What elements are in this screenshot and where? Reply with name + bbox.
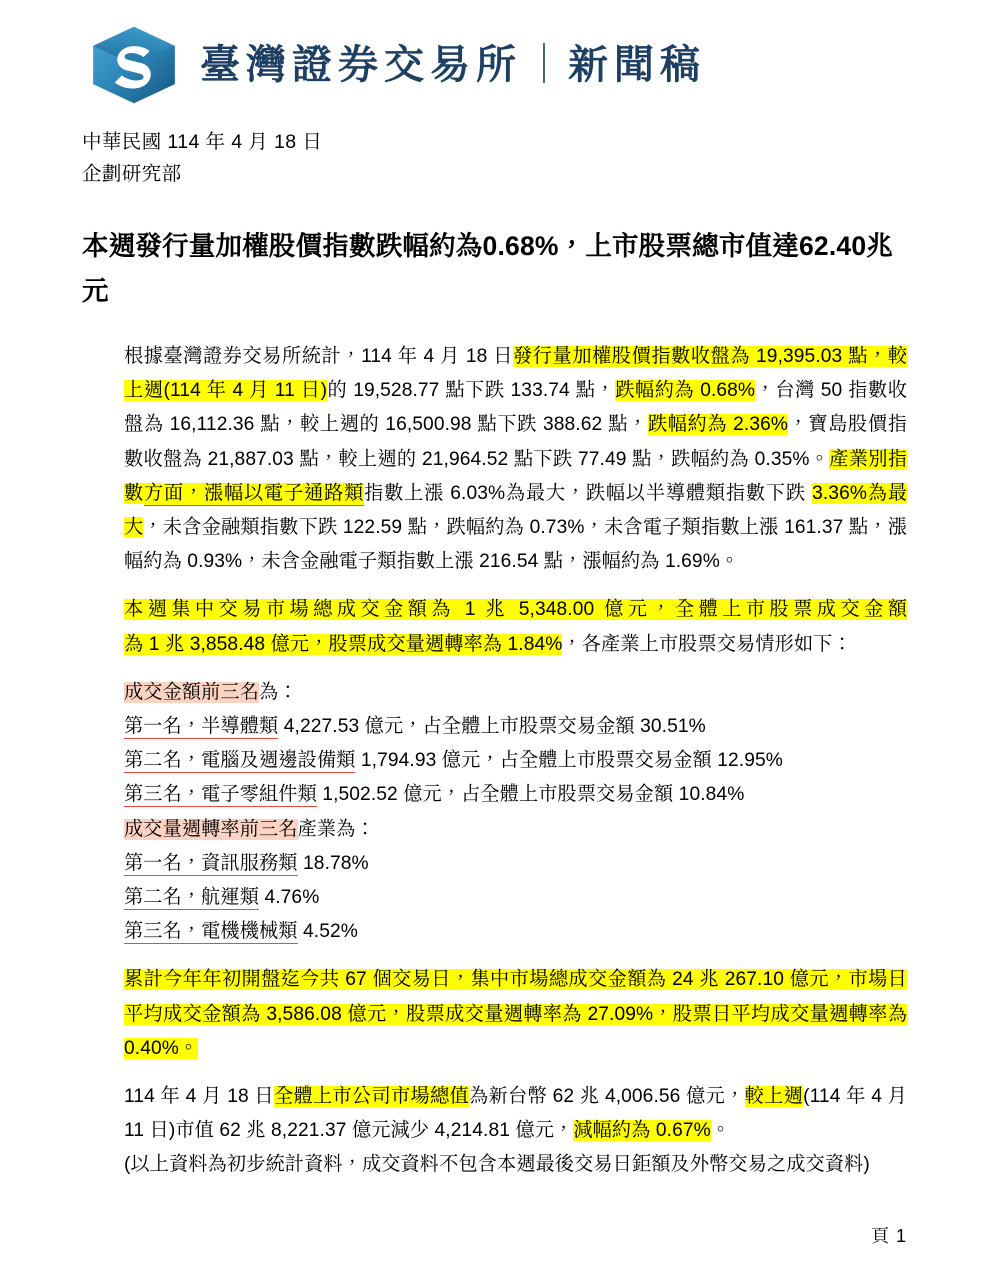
value-rank-1-label: 第一名，半導體類 bbox=[124, 716, 279, 738]
p1-lead: 根據臺灣證券交易所統計，114 年 4 月 18 日 bbox=[124, 346, 514, 367]
turnover-rank-1-label: 第一名，資訊服務類 bbox=[124, 852, 298, 874]
p1-sector-a: 產業別指數 bbox=[124, 448, 907, 504]
p2-g: 兆 bbox=[164, 633, 185, 655]
turnover-ranking-row-1 bbox=[82, 847, 907, 881]
p1-point-unit: 點， bbox=[848, 346, 888, 367]
p1-t50-drop-value: 2.36% bbox=[733, 414, 789, 436]
value-rank-1-amount: 4,227.53 億元，占全體上市股票交易金額 30.51% bbox=[278, 716, 706, 738]
value-rank-3-amount: 1,502.52 億元，占全體上市股票交易金額 10.84% bbox=[316, 784, 745, 806]
turnover-ranking-heading-rest: 產業為： bbox=[297, 818, 375, 840]
turnover-rank-2-amount: 4.76% bbox=[259, 887, 320, 909]
p4-g: 0.67% bbox=[655, 1120, 711, 1142]
document-type: 新聞稿 bbox=[568, 42, 706, 88]
p2-d: 5,348.00 bbox=[518, 599, 595, 621]
masthead bbox=[82, 0, 907, 96]
p2-a: 本週集中交易市場總成交金額為 bbox=[124, 599, 455, 621]
p1-drop-label: 跌幅約為 bbox=[615, 380, 695, 402]
twse-hexagon-logo-icon bbox=[90, 25, 178, 105]
p1-lastweek-rest: 的 19,528.77 點下跌 133.74 點， bbox=[327, 380, 616, 402]
turnover-rank-3-amount: 4.52% bbox=[297, 921, 358, 943]
paragraph-index-performance bbox=[82, 340, 907, 579]
p2-h: 3,858.48 bbox=[189, 633, 266, 655]
page-number: 頁 1 bbox=[870, 1226, 907, 1246]
p1-tail: ，未含金融類指數下跌 122.59 點，跌幅約為 0.73%，未含電子類指數上漲 161.37 點，漲幅約為 0.93%，未含金融電子類指數上漲 216.54 點，漲幅約為 1.69%。 bbox=[124, 517, 907, 573]
turnover-ranking-row-3 bbox=[82, 915, 907, 949]
turnover-rank-1-amount: 18.78% bbox=[297, 852, 369, 874]
p2-b: 1 bbox=[464, 599, 476, 621]
p2-j: 1.84% bbox=[507, 633, 563, 655]
footnote: (以上資料為初步統計資料，成交資料不包含本週最後交易日鉅額及外幣交易之成交資料) bbox=[124, 1154, 870, 1176]
p1-sector-c: 電子通路類 bbox=[264, 482, 365, 504]
value-ranking-heading bbox=[82, 676, 907, 710]
p1-drop-value: 0.68% bbox=[700, 380, 756, 402]
p4-e: (114 年 4 月 11 日)市值 62 兆 8,221.37 億元減少 4,214.81 億元， bbox=[124, 1086, 907, 1142]
masthead-separator: ｜ bbox=[524, 42, 566, 88]
p2-f: 1 bbox=[148, 633, 160, 655]
p4-d: 較上週 bbox=[744, 1086, 804, 1108]
p1-lastweek-label: 較上週(114 年 4 月 11 日) bbox=[124, 346, 908, 402]
value-ranking-row-3 bbox=[82, 778, 907, 812]
p4-h: 。 bbox=[710, 1120, 731, 1142]
value-ranking-heading-rest: 為： bbox=[259, 681, 298, 703]
document-meta bbox=[82, 126, 907, 190]
masthead-title bbox=[200, 42, 706, 88]
value-rank-2-label: 第二名，電腦及週邊設備類 bbox=[124, 750, 356, 772]
paragraph-weekly-turnover bbox=[82, 593, 907, 661]
p4-c: 為新台幣 62 兆 4,006.56 億元， bbox=[468, 1086, 745, 1108]
issuing-department: 企劃研究部 bbox=[82, 163, 182, 185]
value-rank-3-label: 第三名，電子零組件類 bbox=[124, 784, 317, 806]
document-body bbox=[82, 340, 907, 1182]
turnover-rank-3-label: 第三名，電機機械類 bbox=[124, 921, 298, 943]
p1-sector-e: 3.36%為最大 bbox=[124, 482, 908, 539]
value-ranking-heading-label: 成交金額前三名 bbox=[124, 681, 260, 703]
p3-b: 個交易日，集中市場總成交金額為 24 兆 267.10 億元，市場日平均成交金額為 3,586.08 億元，股票成交量週轉率為 27.09%，股票日平均成交量週轉率為 0.40%。 bbox=[124, 969, 907, 1059]
p1-sector-b: 方面，漲幅以 bbox=[144, 482, 265, 504]
p3-trading-days: 67 bbox=[345, 969, 367, 991]
p1-t50-drop-label: 跌幅約為 bbox=[647, 414, 728, 436]
p4-a: 114 年 4 月 18 日 bbox=[124, 1086, 274, 1108]
organization-name: 臺灣證券交易所 bbox=[200, 42, 522, 88]
value-ranking-row-1 bbox=[82, 710, 907, 744]
paragraph-ytd-statistics bbox=[82, 963, 907, 1066]
value-rank-2-amount: 1,794.93 億元，占全體上市股票交易金額 12.95% bbox=[355, 750, 783, 772]
p1-fm-index: ，寶島股價指數收盤為 21,887.03 點，較上週的 21,964.52 點下跌 77.49 點，跌幅約為 0.35%。 bbox=[124, 414, 907, 470]
paragraph-market-cap bbox=[82, 1080, 907, 1148]
p1-sector-d: 指數上漲 6.03%為最大，跌幅以半導體類指數下跌 bbox=[364, 482, 813, 504]
turnover-rank-2-label: 第二名，航運類 bbox=[124, 887, 260, 909]
turnover-ranking-heading-label: 成交量週轉率前三名 bbox=[124, 818, 298, 840]
p2-e: 億元，全體上市股票成交金額為 bbox=[124, 599, 908, 655]
issue-date: 中華民國 114 年 4 月 18 日 bbox=[82, 131, 323, 153]
p4-b: 全體上市公司市場總值 bbox=[273, 1086, 469, 1108]
page-title: 本週發行量加權股價指數跌幅約為0.68%，上市股票總市值達62.40兆元 bbox=[82, 231, 893, 306]
p2-i: 億元，股票成交量週轉率為 bbox=[270, 633, 503, 655]
p2-k: ，各產業上市股票交易情形如下： bbox=[562, 633, 852, 655]
p4-f: 減幅約為 bbox=[573, 1120, 651, 1142]
p1-taiex-value: 19,395.03 bbox=[756, 346, 843, 367]
p1-t50: ，台灣 50 指數收盤為 16,112.36 點，較上週的 16,500.98 點下跌 388.62 點， bbox=[124, 380, 907, 436]
value-ranking-row-2 bbox=[82, 744, 907, 778]
turnover-ranking-row-2 bbox=[82, 881, 907, 915]
p1-taiex-label: 發行量加權股價指數收盤為 bbox=[513, 346, 751, 367]
p2-c: 兆 bbox=[485, 599, 509, 621]
turnover-ranking-heading bbox=[82, 813, 907, 847]
p3-a: 累計今年年初開盤迄今共 bbox=[124, 969, 340, 991]
